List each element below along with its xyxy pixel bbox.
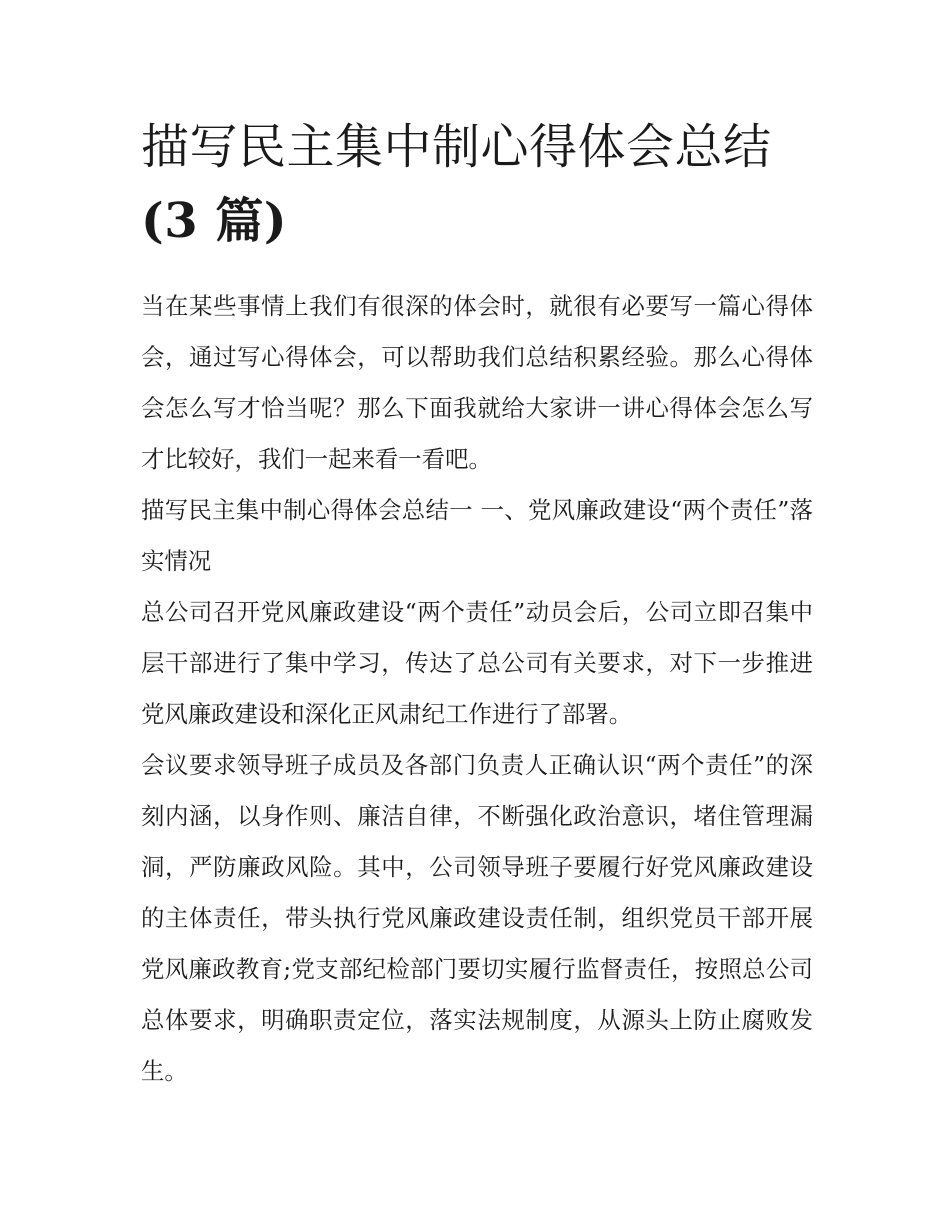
- document-title: [141, 110, 813, 258]
- section-heading-paragraph: 描写民主集中制心得体会总结一 一、党风廉政建设“两个责任”落实情况: [141, 496, 813, 575]
- body-paragraph: 总公司召开党风廉政建设“两个责任”动员会后，公司立即召集中层干部进行了集中学习，传达了总公司有关要求，对下一步推进党风廉政建设和深化正风肃纪工作进行了部署。: [141, 598, 813, 728]
- intro-paragraph: 当在某些事情上我们有很深的体会时，就很有必要写一篇心得体会，通过写心得体会，可以帮助我们总结积累经验。那么心得体会怎么写才恰当呢？那么下面我就给大家讲一讲心得体会怎么写才比较好，我们一起来看一看吧。: [141, 292, 813, 473]
- body-paragraph: 会议要求领导班子成员及各部门负责人正确认识“两个责任”的深刻内涵，以身作则、廉洁自律，不断强化政治意识，堵住管理漏洞，严防廉政风险。其中，公司领导班子要履行好党风廉政建设的主体责任，带头执行党风廉政建设责任制，组织党员干部开展党风廉政教育;党支部纪检部门要切实履行监督责任，按照总公司总体要求，明确职责定位，落实法规制度，从源头上防止腐败发生。: [141, 751, 813, 1085]
- title-line-2: (3 篇): [141, 193, 288, 249]
- title-line-1: 描写民主集中制心得体会总结: [141, 119, 772, 175]
- document-body: [141, 110, 813, 1097]
